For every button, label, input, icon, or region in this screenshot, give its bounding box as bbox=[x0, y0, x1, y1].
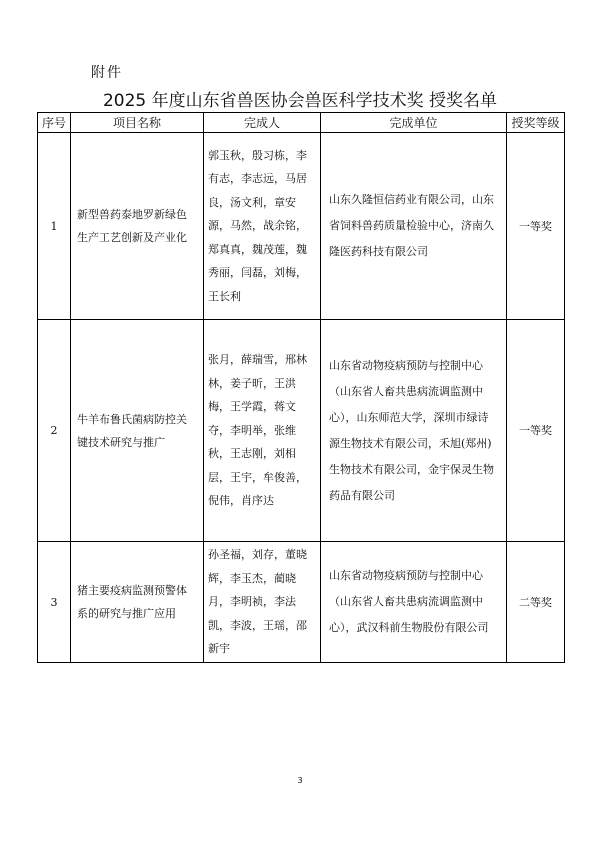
cell-no: 2 bbox=[38, 320, 71, 542]
cell-project: 猪主要疫病监测预警体系的研究与推广应用 bbox=[71, 542, 204, 663]
table-header-row bbox=[38, 113, 565, 133]
header-no: 序号 bbox=[38, 113, 71, 133]
award-table bbox=[37, 112, 565, 663]
cell-award: 一等奖 bbox=[507, 133, 565, 320]
cell-project: 牛羊布鲁氏菌病防控关键技术研究与推广 bbox=[71, 320, 204, 542]
cell-project: 新型兽药泰地罗新绿色生产工艺创新及产业化 bbox=[71, 133, 204, 320]
page-number: 3 bbox=[297, 776, 303, 785]
table-row bbox=[38, 133, 565, 320]
cell-units: 山东久隆恒信药业有限公司，山东省饲料兽药质量检验中心，济南久隆医药科技有限公司 bbox=[321, 133, 507, 320]
cell-people: 郭玉秋，殷习栋，李有志，李志远，马居良，汤文利，章安源，马然，战余铭，郑真真，魏茂莲，魏秀丽，闫磊，刘梅，王长利 bbox=[204, 133, 321, 320]
cell-people: 孙圣福，刘存，董晓辉，李玉杰，蔺晓月，李明祯，李法凯，李波，王瑶，邵新宇 bbox=[204, 542, 321, 663]
attachment-label: 附件 bbox=[91, 65, 123, 81]
table-row bbox=[38, 320, 565, 542]
cell-no: 1 bbox=[38, 133, 71, 320]
cell-people: 张月，薛瑞雪，邢林林，姜子昕，王洪梅，王学霞，蒋文夺，李明举，张维秋，王志刚，刘相层，王宇，牟俊善，倪伟，肖序达 bbox=[204, 320, 321, 542]
cell-award: 二等奖 bbox=[507, 542, 565, 663]
header-units: 完成单位 bbox=[321, 113, 507, 133]
header-project: 项目名称 bbox=[71, 113, 204, 133]
cell-units: 山东省动物疫病预防与控制中心（山东省人畜共患病流调监测中心），山东师范大学，深圳市绿诗源生物技术有限公司，禾旭(郑州)生物技术有限公司，金宇保灵生物药品有限公司 bbox=[321, 320, 507, 542]
header-people: 完成人 bbox=[204, 113, 321, 133]
header-award: 授奖等级 bbox=[507, 113, 565, 133]
cell-award: 一等奖 bbox=[507, 320, 565, 542]
table-row bbox=[38, 542, 565, 663]
cell-units: 山东省动物疫病预防与控制中心（山东省人畜共患病流调监测中心），武汉科前生物股份有限公司 bbox=[321, 542, 507, 663]
page-title: 2025 年度山东省兽医协会兽医科学技术奖 授奖名单 bbox=[102, 91, 498, 111]
cell-no: 3 bbox=[38, 542, 71, 663]
